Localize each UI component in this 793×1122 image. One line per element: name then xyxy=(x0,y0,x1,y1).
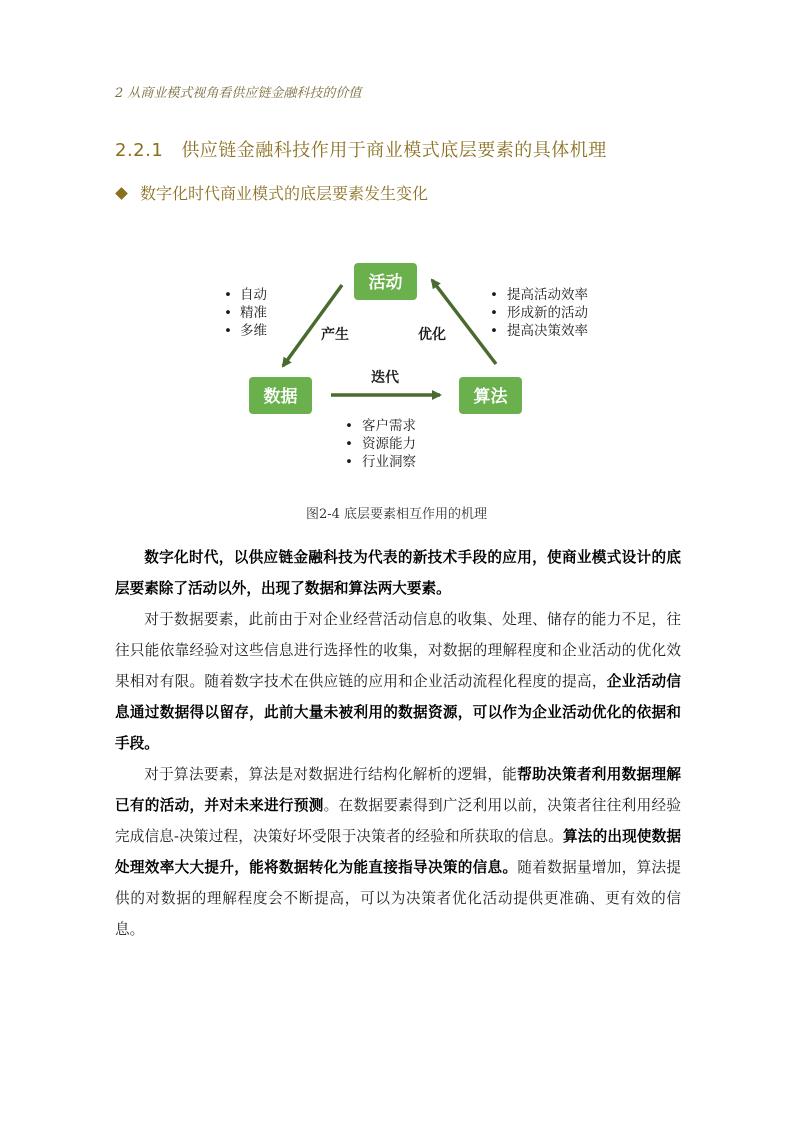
bullet-bottom-2: 资源能力 xyxy=(362,436,416,452)
paragraph-3-run-5: 随着数据量增加，算法提供的对数据的理解程度会不断提高，可以为决策者优化活动提供更准确、更有效的信息。 xyxy=(115,859,681,938)
svg-text:•: • xyxy=(490,305,498,321)
figure-caption: 图2-4 底层要素相互作用的机理 xyxy=(305,507,488,522)
edge-label-optimize: 优化 xyxy=(418,327,446,343)
svg-text:•: • xyxy=(345,454,353,470)
bullet-list-bottom xyxy=(345,417,416,470)
paragraph-3 xyxy=(115,759,681,945)
svg-text:•: • xyxy=(345,436,353,452)
paragraph-3-run-2: 帮助决策者利用数据理解已有的活动，并对未来进行预测 xyxy=(115,766,681,814)
bullet-bottom-3: 行业洞察 xyxy=(362,454,416,470)
paragraph-3-run-3: 。在数据要素得到广泛利用以前，决策者往往利用经验完成信息-决策过程，决策好坏受限于决策者的经验和所获取的信息。 xyxy=(115,797,681,845)
node-activity-label: 活动 xyxy=(368,273,403,293)
node-data-label: 数据 xyxy=(263,387,298,407)
bullet-right-3: 提高决策效率 xyxy=(507,323,588,339)
diamond-bullet-icon xyxy=(115,187,128,200)
paragraph-2-run-2: 企业活动信息通过数据得以留存，此前大量未被利用的数据资源，可以作为企业活动优化的依据和手段。 xyxy=(115,673,681,752)
paragraph-2 xyxy=(115,604,681,759)
bullet-bottom-1: 客户需求 xyxy=(362,418,416,434)
svg-text:•: • xyxy=(345,418,353,434)
svg-text:•: • xyxy=(224,323,232,339)
node-activity xyxy=(354,263,417,300)
bullet-left-3: 多维 xyxy=(240,323,267,339)
paragraph-3-run-1: 对于算法要素，算法是对数据进行结构化解析的逻辑，能 xyxy=(144,766,518,783)
running-head: 2 从商业模式视角看供应链金融科技的价值 xyxy=(115,86,362,101)
node-algorithm xyxy=(459,377,522,414)
svg-text:•: • xyxy=(224,305,232,321)
bullet-list-right xyxy=(490,286,588,339)
subheading xyxy=(115,181,428,204)
node-algorithm-label: 算法 xyxy=(473,387,508,407)
edge-label-iterate: 迭代 xyxy=(371,370,399,386)
section-number: 2.2.1 xyxy=(115,140,164,161)
paragraph-1 xyxy=(115,542,681,604)
paragraph-2-run-1: 对于数据要素，此前由于对企业经营活动信息的收集、处理、储存的能力不足，往往只能依靠经验对这些信息进行选择性的收集，对数据的理解程度和企业活动的优化效果相对有限。随着数字技术在供应链的应用和企业活动流程化程度的提高， xyxy=(115,611,681,690)
edge-label-generate: 产生 xyxy=(321,327,349,343)
subheading-text: 数字化时代商业模式的底层要素发生变化 xyxy=(140,184,429,203)
svg-text:•: • xyxy=(490,287,498,303)
mechanism-diagram xyxy=(0,230,793,490)
arrow-top-to-left xyxy=(283,285,342,366)
section-title: 供应链金融科技作用于商业模式底层要素的具体机理 xyxy=(181,140,607,161)
svg-text:•: • xyxy=(490,323,498,339)
bullet-left-1: 自动 xyxy=(240,287,267,303)
bullet-right-2: 形成新的活动 xyxy=(507,305,588,321)
arrow-right-to-top xyxy=(432,280,496,364)
bullet-left-2: 精准 xyxy=(240,305,267,321)
bullet-list-left xyxy=(224,286,267,339)
body-text xyxy=(115,542,681,945)
node-data xyxy=(249,377,312,414)
svg-text:•: • xyxy=(224,287,232,303)
section-heading xyxy=(115,136,607,162)
paragraph-3-run-4: 算法的出现使数据处理效率大大提升，能将数据转化为能直接指导决策的信息。 xyxy=(115,828,681,876)
bullet-right-1: 提高活动效率 xyxy=(507,287,588,303)
paragraph-1-run-1: 数字化时代，以供应链金融科技为代表的新技术手段的应用，使商业模式设计的底层要素除了活动以外，出现了数据和算法两大要素。 xyxy=(115,549,681,597)
